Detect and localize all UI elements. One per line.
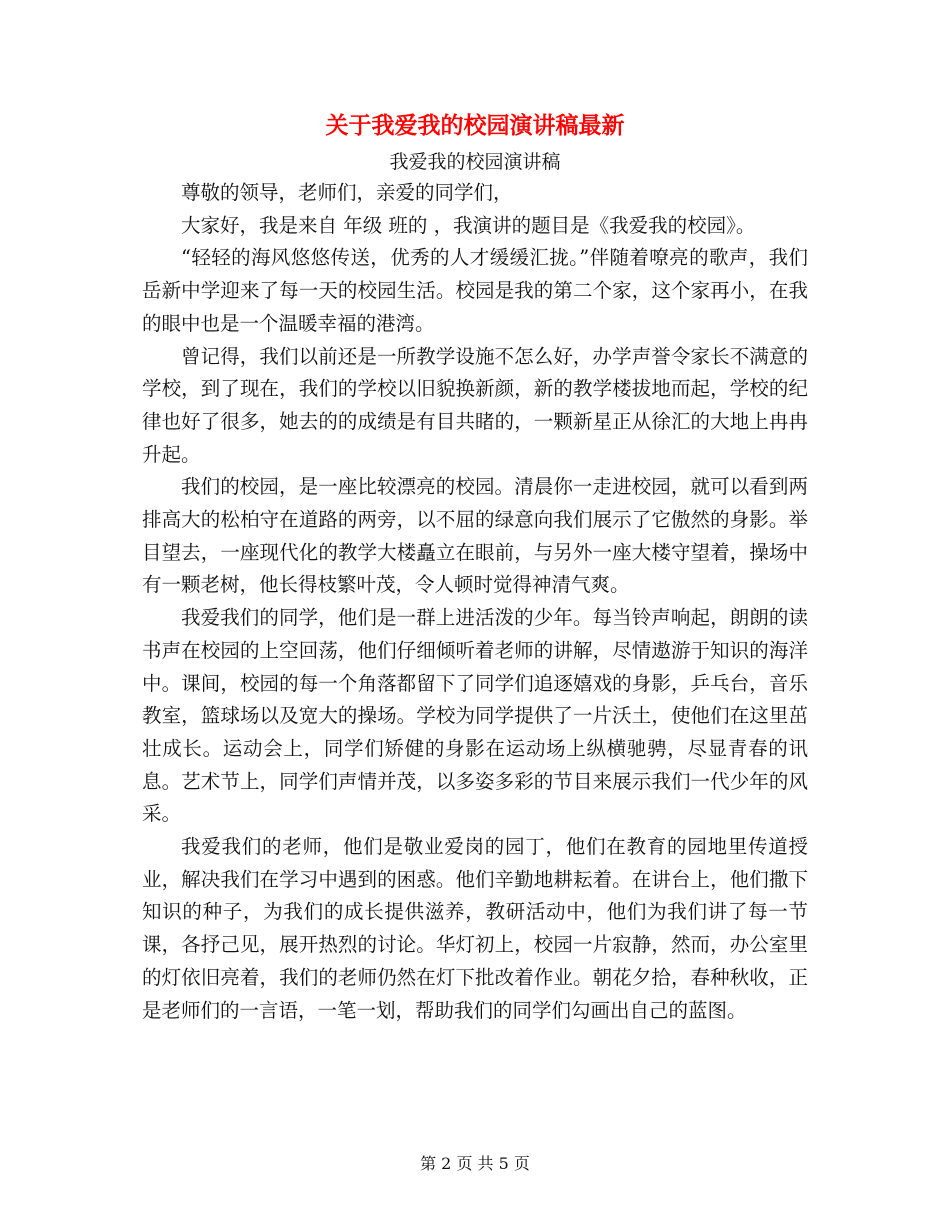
document-body — [142, 177, 808, 1027]
paragraph-teachers: 我爱我们的老师，他们是敬业爱岗的园丁，他们在教育的园地里传道授业，解决我们在学习中遇到的困惑。他们辛勤地耕耘着。在讲台上，他们撒下知识的种子，为我们的成长提供滋养，教研活动中，他们为我们讲了每一节课，各抒己见，展开热烈的讨论。华灯初上，校园一片寂静，然而，办公室里的灯依旧亮着，我们的老师仍然在灯下批改着作业。朝花夕拾，春种秋收，正是老师们的一言语，一笔一划，帮助我们的同学们勾画出自己的蓝图。 — [142, 835, 808, 1022]
page-number-footer: 第 2 页 共 5 页 — [420, 1154, 530, 1173]
document-subtitle: 我爱我的校园演讲稿 — [389, 151, 561, 173]
paragraph-intro: 大家好，我是来自 年级 班的 ，我演讲的题目是《我爱我的校园》。 — [181, 213, 756, 237]
paragraph-history: 曾记得，我们以前还是一所教学设施不怎么好，办学声誉令家长不满意的学校，到了现在，我们的学校以旧貌换新颜，新的教学楼拔地而起，学校的纪律也好了很多，她去的的成绩是有目共睹的，一颗新星正从徐汇的大地上冉冉升起。 — [142, 344, 808, 466]
paragraph-song: “轻轻的海风悠悠传送，优秀的人才缓缓汇拢。”伴随着嘹亮的歌声，我们岳新中学迎来了每一天的校园生活。校园是我的第二个家，这个家再小，在我的眼中也是一个温暖幸福的港湾。 — [142, 246, 808, 335]
paragraph-classmates: 我爱我们的同学，他们是一群上进活泼的少年。每当铃声响起，朗朗的读书声在校园的上空回荡，他们仔细倾听着老师的讲解，尽情遨游于知识的海洋中。课间，校园的每一个角落都留下了同学们追逐嬉戏的身影，乒乓台，音乐教室，篮球场以及宽大的操场。学校为同学提供了一片沃土，使他们在这里茁壮成长。运动会上，同学们矫健的身影在运动场上纵横驰骋，尽显青春的讯息。艺术节上，同学们声情并茂，以多姿多彩的节目来展示我们一代少年的风采。 — [142, 606, 808, 826]
paragraph-campus: 我们的校园，是一座比较漂亮的校园。清晨你一走进校园，就可以看到两排高大的松柏守在道路的两旁，以不屈的绿意向我们展示了它傲然的身影。举目望去，一座现代化的教学大楼矗立在眼前，与另外一座大楼守望着，操场中有一颗老树，他长得枝繁叶茂，令人顿时觉得神清气爽。 — [142, 475, 808, 597]
document-title: 关于我爱我的校园演讲稿最新 — [325, 113, 625, 139]
paragraph-greeting: 尊敬的领导，老师们，亲爱的同学们， — [181, 181, 513, 204]
